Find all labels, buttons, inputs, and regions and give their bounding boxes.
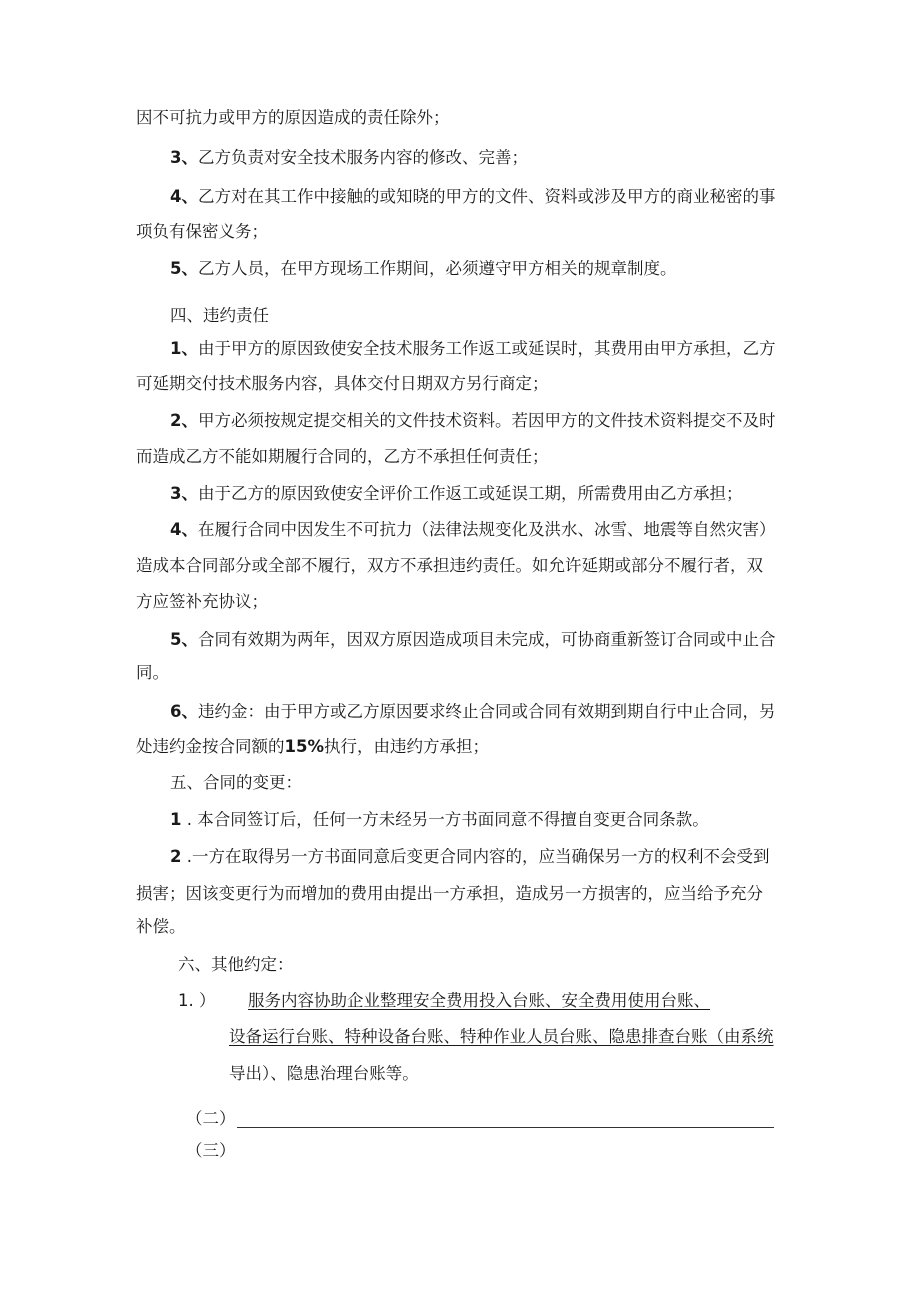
item-number: 2、 (170, 411, 198, 430)
item-text: 在履行合同中因发生不可抗力（法律法规变化及洪水、冰雪、地震等自然灾害） (197, 520, 776, 539)
section-heading: 四、违约责任 (170, 306, 269, 325)
paragraph-line: 方应签补充协议； (136, 592, 268, 611)
list-item (170, 628, 775, 652)
paragraph-line: 同。 (136, 663, 169, 682)
paragraph-line (136, 735, 489, 759)
item-text: 甲方必须按规定提交相关的文件技术资料。若因甲方的文件技术资料提交不及时 (197, 411, 776, 430)
list-item-label: （二） (186, 1109, 236, 1128)
paragraph-line: 因不可抗力或甲方的原因造成的责任除外； (136, 108, 450, 127)
item-number: 4、 (170, 187, 198, 206)
item-text: 乙方对在其工作中接触的或知晓的甲方的文件、资料或涉及甲方的商业秘密的事 (197, 187, 776, 206)
item-text: 乙方人员，在甲方现场工作期间，必须遵守甲方相关的规章制度。 (197, 259, 677, 278)
list-item (170, 700, 775, 724)
section-heading: 五、合同的变更： (170, 773, 302, 792)
section-heading: 六、其他约定： (178, 955, 294, 974)
list-item (170, 518, 775, 542)
list-item (170, 146, 528, 170)
item-number: 1、 (170, 339, 198, 358)
item-text: .一方在取得另一方书面同意后变更合同内容的，应当确保另一方的权利不会受到 (181, 847, 770, 866)
item-number: 1 (170, 810, 182, 829)
list-item (170, 337, 775, 361)
paragraph-line: 补偿。 (136, 917, 186, 936)
paragraph-line: 可延期交付技术服务内容，具体交付日期双方另行商定； (136, 374, 549, 393)
item-number: 5、 (170, 630, 198, 649)
paragraph-line: 造成本合同部分或全部不履行，双方不承担违约责任。如允许延期或部分不履行者，双 (136, 556, 763, 575)
item-text: . 本合同签订后，任何一方未经另一方书面同意不得擅自变更合同条款。 (181, 810, 709, 829)
list-item (170, 845, 769, 869)
list-item (170, 482, 742, 506)
service-content-line: 导出）、隐患治理台账等。 (229, 1064, 419, 1083)
item-number: 4、 (170, 520, 198, 539)
item-text: 乙方负责对安全技术服务内容的修改、完善； (197, 148, 528, 167)
paragraph-line: 项负有保密义务； (136, 222, 268, 241)
penalty-percent: 15% (284, 737, 324, 756)
paragraph-line: 损害；因该变更行为而增加的费用由提出一方承担，造成另一方损害的，应当给予充分 (136, 884, 763, 903)
service-content-line: 服务内容协助企业整理安全费用投入台账、安全费用使用台账、 (248, 991, 710, 1010)
blank-fill-line (237, 1127, 774, 1128)
item-text: 由于乙方的原因致使安全评价工作返工或延误工期，所需费用由乙方承担； (197, 484, 743, 503)
list-item (170, 257, 676, 281)
item-number: 6、 (170, 702, 198, 721)
list-item-label: （三） (186, 1141, 236, 1160)
item-number: 3、 (170, 148, 198, 167)
service-content-line: 设备运行台账、特种设备台账、特种作业人员台账、隐患排查台账（由系统 (229, 1027, 774, 1046)
paragraph-line: 而造成乙方不能如期履行合同的，乙方不承担任何责任； (136, 447, 549, 466)
item-number: 5、 (170, 259, 198, 278)
item-text: 由于甲方的原因致使安全技术服务工作返工或延误时，其费用由甲方承担，乙方 (197, 339, 776, 358)
item-text: 违约金：由于甲方或乙方原因要求终止合同或合同有效期到期自行中止合同，另 (197, 702, 776, 721)
list-item-label: 1. ） (178, 991, 216, 1010)
item-text: 合同有效期为两年，因双方原因造成项目未完成，可协商重新签订合同或中止合 (197, 630, 776, 649)
item-number: 2 (170, 847, 182, 866)
list-item (170, 808, 709, 832)
text-segment: 处违约金按合同额的 (136, 737, 285, 756)
item-number: 3、 (170, 484, 198, 503)
text-segment: 执行，由违约方承担； (324, 737, 489, 756)
list-item (170, 409, 775, 433)
list-item (170, 185, 775, 209)
